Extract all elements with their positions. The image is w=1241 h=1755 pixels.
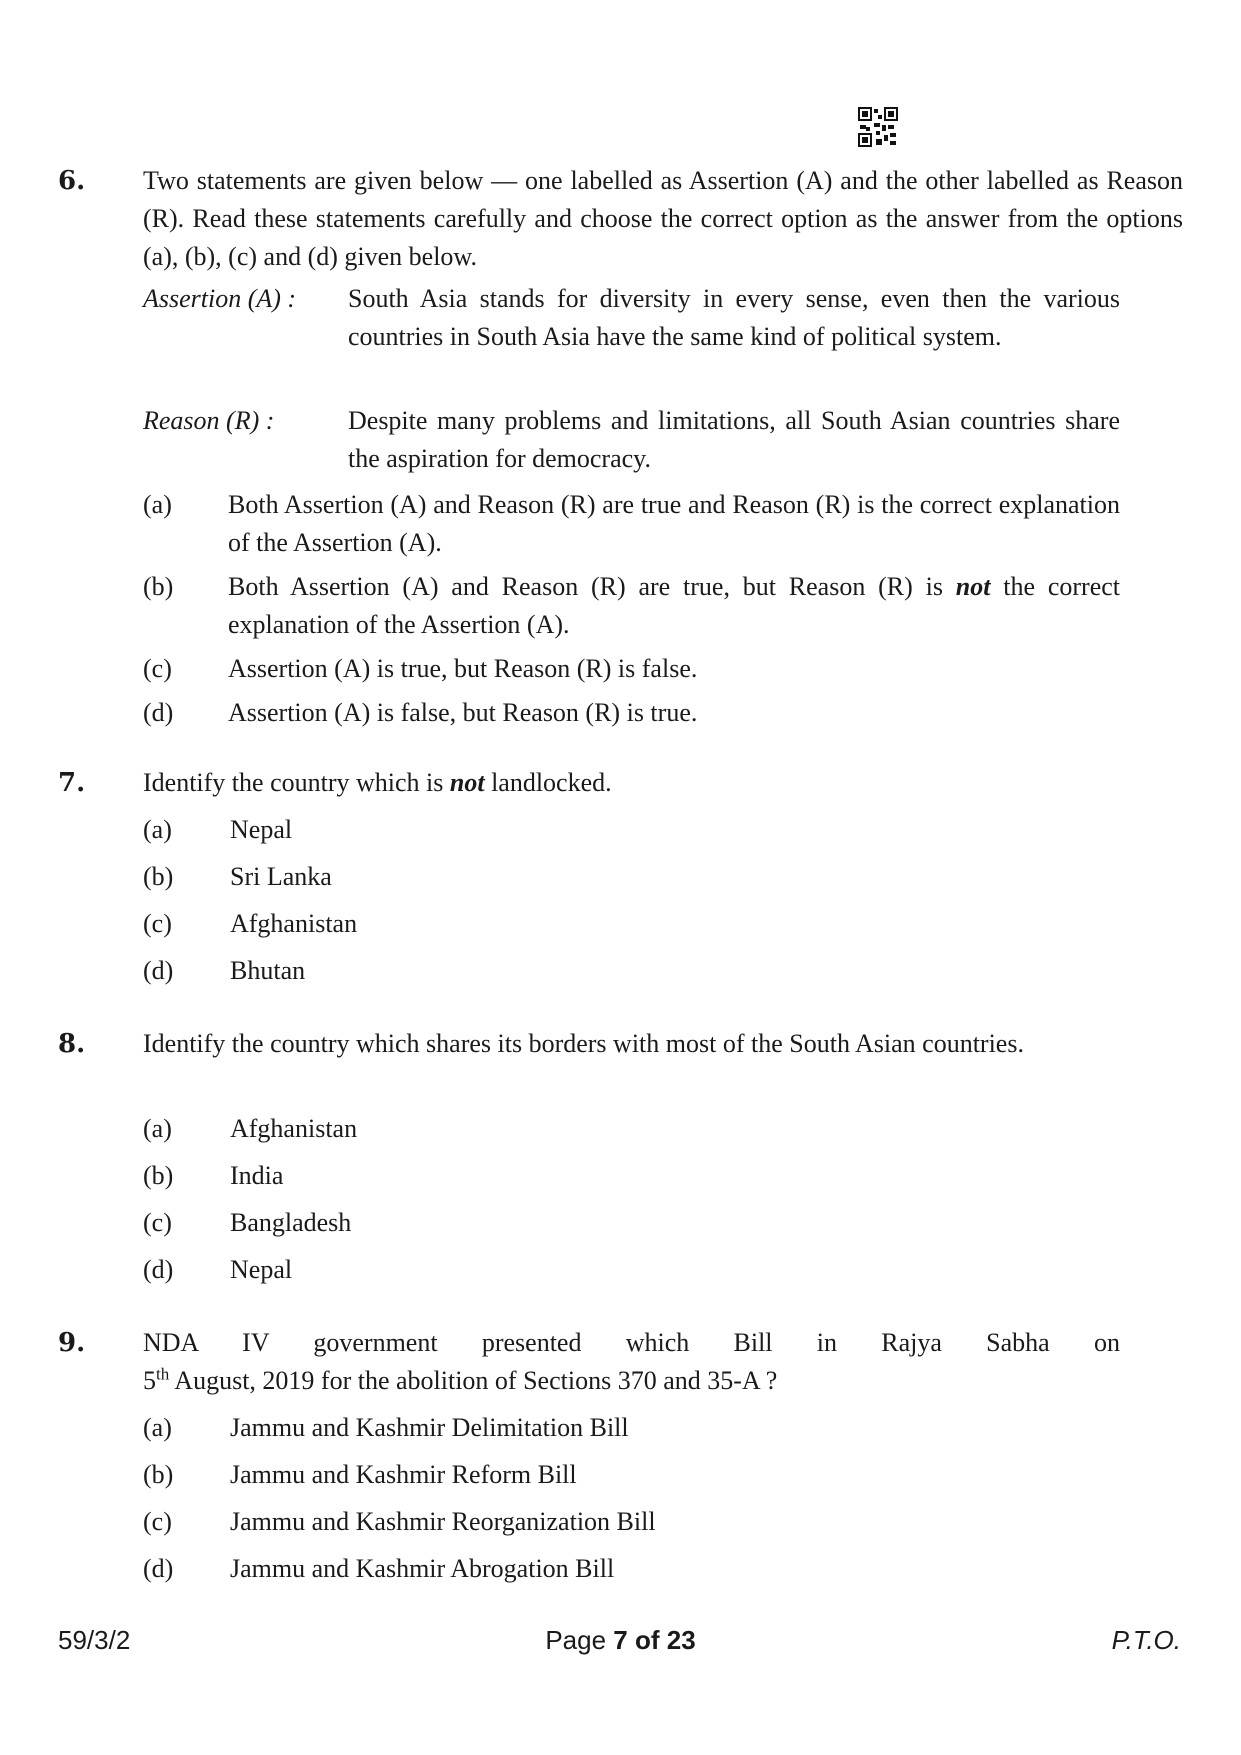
question-7-stem: Identify the country which is not landlocked. xyxy=(143,768,612,797)
q9-option-c-label: (c) xyxy=(143,1507,172,1536)
question-6-stem: Two statements are given below — one labelled as Assertion (A) and the other labelled as Reason (R). Read these statements carefully and choose the correct option as the answer from the options (a), (b), (c) and (d) given below. xyxy=(143,166,1183,271)
q6-option-c-text: Assertion (A) is true, but Reason (R) is false. xyxy=(228,654,698,683)
q9-option-b-label: (b) xyxy=(143,1460,174,1489)
q7-option-a-label: (a) xyxy=(143,815,172,844)
question-6-number: 6. xyxy=(58,166,86,196)
q7-option-c-text: Afghanistan xyxy=(230,909,358,938)
question-8-stem: Identify the country which shares its borders with most of the South Asian countries. xyxy=(143,1029,1024,1058)
q9-option-b-text: Jammu and Kashmir Reform Bill xyxy=(230,1460,577,1489)
q8-option-c-text: Bangladesh xyxy=(230,1208,352,1237)
question-9-number: 9. xyxy=(58,1328,86,1358)
q7-option-c-label: (c) xyxy=(143,909,172,938)
qr-code-icon xyxy=(858,107,898,147)
question-9-stem-line-1: NDA IV government presented which Bill in Rajya Sabha on xyxy=(143,1328,1120,1357)
q8-option-b-text: India xyxy=(230,1161,284,1190)
q6-option-b-label: (b) xyxy=(143,572,174,601)
q6-option-c-label: (c) xyxy=(143,654,172,683)
q8-option-d-text: Nepal xyxy=(230,1255,293,1284)
question-8-number: 8. xyxy=(58,1029,86,1059)
reason-label: Reason (R) : xyxy=(143,406,275,435)
page-number: Page 7 of 23 xyxy=(545,1625,696,1655)
q7-option-d-label: (d) xyxy=(143,956,174,985)
assertion-text: South Asia stands for diversity in every sense, even then the various countries in South Asia have the same kind of political system. xyxy=(348,284,1120,351)
q6-option-b-text: Both Assertion (A) and Reason (R) are true, but Reason (R) is not the correct explanation of the Assertion (A). xyxy=(228,572,1120,639)
q6-option-d-text: Assertion (A) is false, but Reason (R) is true. xyxy=(228,698,698,727)
emphasis-not: not xyxy=(449,768,485,797)
q8-option-c-label: (c) xyxy=(143,1208,172,1237)
q6-option-a-text: Both Assertion (A) and Reason (R) are true and Reason (R) is the correct explanation of the Assertion (A). xyxy=(228,490,1120,557)
question-7-number: 7. xyxy=(58,768,86,798)
q8-option-a-label: (a) xyxy=(143,1114,172,1143)
question-9-stem-line-2: 5th August, 2019 for the abolition of Sections 370 and 35-A ? xyxy=(143,1364,778,1395)
q7-option-b-label: (b) xyxy=(143,862,174,891)
q9-option-d-label: (d) xyxy=(143,1554,174,1583)
emphasis-not: not xyxy=(955,572,991,601)
paper-code: 59/3/2 xyxy=(58,1625,131,1655)
q9-option-d-text: Jammu and Kashmir Abrogation Bill xyxy=(230,1554,615,1583)
q7-option-d-text: Bhutan xyxy=(230,956,306,985)
q9-option-a-text: Jammu and Kashmir Delimitation Bill xyxy=(230,1413,629,1442)
q9-option-c-text: Jammu and Kashmir Reorganization Bill xyxy=(230,1507,656,1536)
q7-option-b-text: Sri Lanka xyxy=(230,862,332,891)
q8-option-a-text: Afghanistan xyxy=(230,1114,358,1143)
assertion-label: Assertion (A) : xyxy=(143,284,297,313)
q6-option-a-label: (a) xyxy=(143,490,172,519)
reason-text: Despite many problems and limitations, all South Asian countries share the aspiration for democracy. xyxy=(348,406,1120,473)
q8-option-b-label: (b) xyxy=(143,1161,174,1190)
q6-option-d-label: (d) xyxy=(143,698,174,727)
q8-option-d-label: (d) xyxy=(143,1255,174,1284)
please-turn-over: P.T.O. xyxy=(1111,1625,1181,1655)
q7-option-a-text: Nepal xyxy=(230,815,293,844)
q9-option-a-label: (a) xyxy=(143,1413,172,1442)
